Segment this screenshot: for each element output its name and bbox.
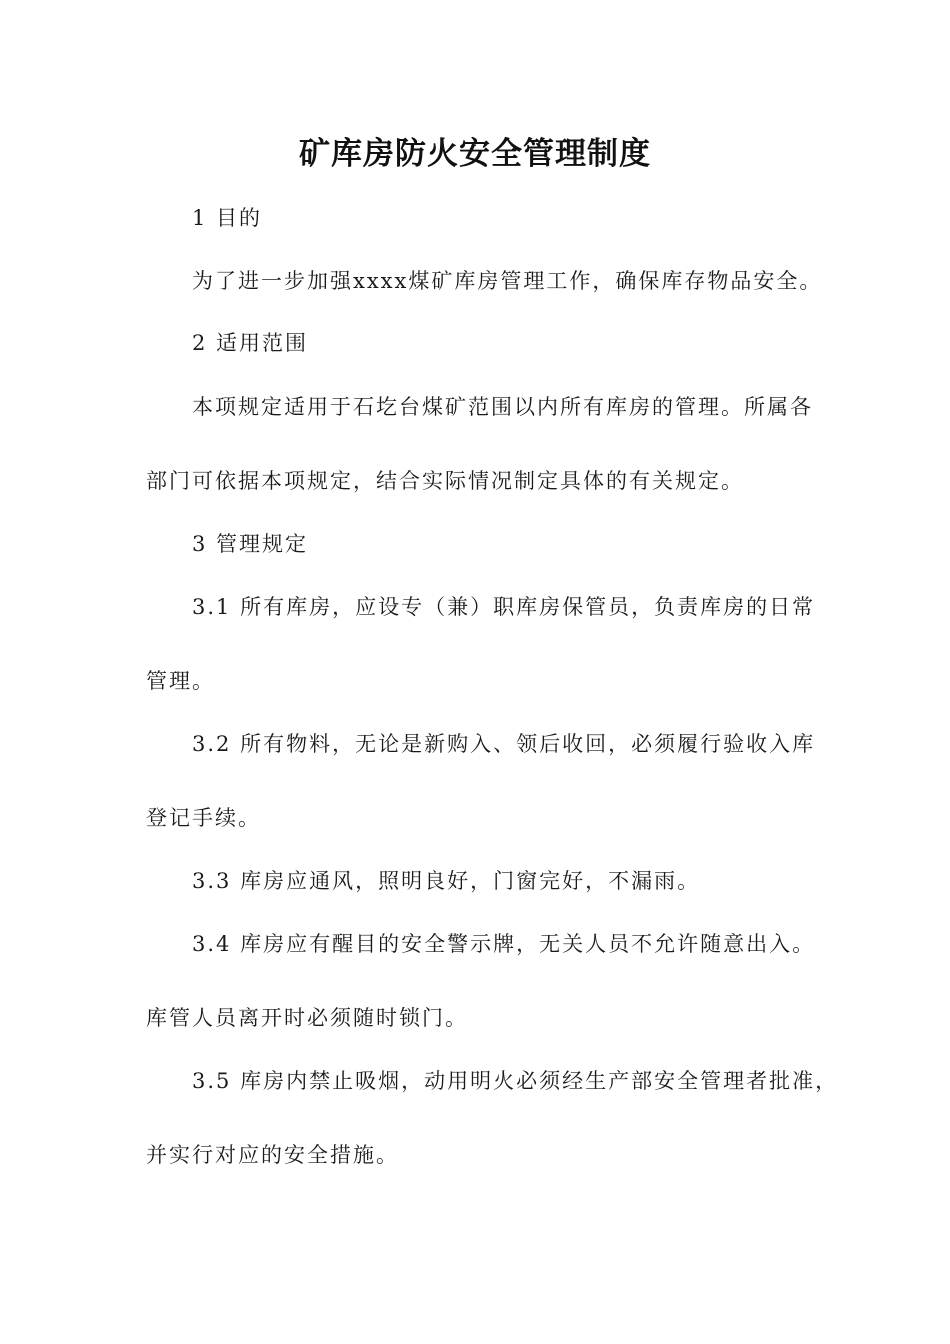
rule-3-2-line-2: 登记手续。 [146,806,261,830]
rule-3-3: 3.3 库房应通风，照明良好，门窗完好，不漏雨。 [192,869,701,893]
rule-3-5-line-2: 并实行对应的安全措施。 [146,1143,399,1167]
rule-3-2-line-1: 3.2 所有物料，无论是新购入、领后收回，必须履行验收入库 [192,732,816,756]
section-heading-scope: 2 适用范围 [192,331,309,355]
paragraph-scope-line-2: 部门可依据本项规定，结合实际情况制定具体的有关规定。 [146,469,744,493]
document-title: 矿库房防火安全管理制度 [299,136,651,172]
paragraph-scope-line-1: 本项规定适用于石圪台煤矿范围以内所有库房的管理。所属各 [192,395,813,419]
rule-3-5-line-1: 3.5 库房内禁止吸烟，动用明火必须经生产部安全管理者批准， [192,1069,839,1093]
paragraph-purpose: 为了进一步加强xxxx煤矿库房管理工作，确保库存物品安全。 [192,269,823,293]
rule-3-4-line-2: 库管人员离开时必须随时锁门。 [146,1006,468,1030]
rule-3-1-line-2: 管理。 [146,669,215,693]
rule-3-1-line-1: 3.1 所有库房，应设专（兼）职库房保管员，负责库房的日常 [192,595,816,619]
section-heading-purpose: 1 目的 [192,206,263,230]
section-heading-rules: 3 管理规定 [192,532,309,556]
rule-3-4-line-1: 3.4 库房应有醒目的安全警示牌，无关人员不允许随意出入。 [192,932,816,956]
